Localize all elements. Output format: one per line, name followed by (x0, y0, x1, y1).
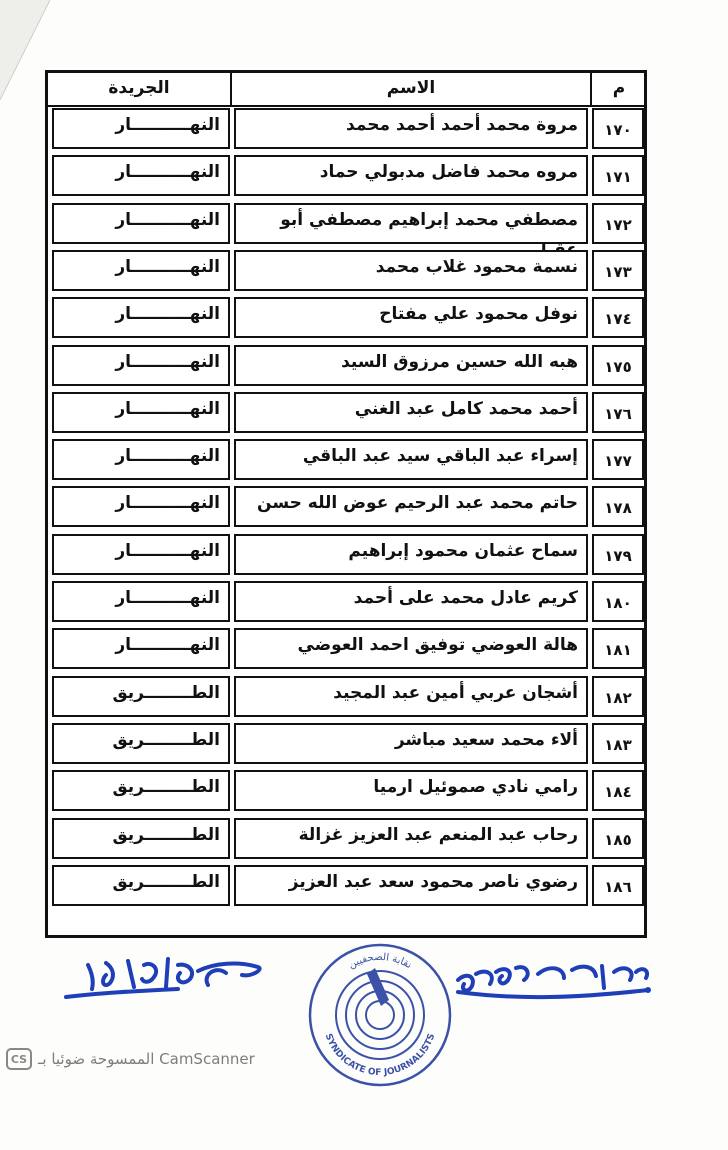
row-name: حاتم محمد عبد الرحيم عوض الله حسن (234, 486, 588, 527)
svg-text:SYNDICATE OF JOURNALISTS: SYNDICATE OF JOURNALISTS (322, 1032, 438, 1079)
camscanner-logo-icon: CS (6, 1048, 32, 1070)
journalists-table (45, 70, 647, 938)
row-newspaper: النهــــــــــار (52, 534, 230, 575)
row-number: ١٨٣ (592, 723, 644, 764)
table-row (48, 294, 644, 342)
table-row (48, 483, 644, 531)
row-name: مصطفي محمد إبراهيم مصطفي أبو (234, 203, 588, 244)
row-newspaper: النهــــــــــار (52, 155, 230, 196)
row-newspaper: الطــــــــريق (52, 865, 230, 906)
row-number: ١٨٦ (592, 865, 644, 906)
row-number: ١٧٦ (592, 392, 644, 433)
syndicate-stamp (305, 940, 455, 1090)
header-number: م (612, 78, 626, 98)
table-row (48, 625, 644, 673)
row-name: أشجان عربي أمين عبد المجيد (234, 676, 588, 717)
table-row (48, 862, 644, 910)
table-row (48, 578, 644, 626)
table-row (48, 436, 644, 484)
row-number: ١٧٩ (592, 534, 644, 575)
row-newspaper: النهــــــــــار (52, 345, 230, 386)
row-number: ١٧٣ (592, 250, 644, 291)
row-name: كريم عادل محمد على أحمد (234, 581, 588, 622)
row-newspaper: النهــــــــــار (52, 439, 230, 480)
row-name: نسمة محمود غلاب محمد (234, 250, 588, 291)
row-newspaper: الطــــــــريق (52, 818, 230, 859)
header-newspaper: الجريدة (108, 78, 170, 98)
row-name: رحاب عبد المنعم عبد العزيز غزالة (234, 818, 588, 859)
row-number: ١٧٢ (592, 203, 644, 244)
row-number: ١٧٤ (592, 297, 644, 338)
row-number: ١٨٥ (592, 818, 644, 859)
table-row (48, 720, 644, 768)
row-number: ١٧٥ (592, 345, 644, 386)
row-name: مروه محمد فاضل مدبولي حماد (234, 155, 588, 196)
table-row (48, 815, 644, 863)
row-number: ١٨٢ (592, 676, 644, 717)
row-name: إسراء عبد الباقي سيد عبد الباقي (234, 439, 588, 480)
table-row (48, 152, 644, 200)
table-row (48, 673, 644, 721)
row-name: نوفل محمود علي مفتاح (234, 297, 588, 338)
row-newspaper: الطــــــــريق (52, 770, 230, 811)
row-newspaper: النهــــــــــار (52, 392, 230, 433)
row-number: ١٧٧ (592, 439, 644, 480)
table-header (48, 73, 644, 107)
row-newspaper: الطــــــــريق (52, 723, 230, 764)
row-newspaper: النهــــــــــار (52, 628, 230, 669)
table-row (48, 105, 644, 153)
row-number: ١٨٠ (592, 581, 644, 622)
signature-left (58, 945, 278, 1015)
row-name: هالة العوضي توفيق احمد العوضي (234, 628, 588, 669)
row-name: هبه الله حسين مرزوق السيد (234, 345, 588, 386)
svg-text:نقابة الصحفيين: نقابة الصحفيين (346, 951, 414, 972)
row-name: أحمد محمد كامل عبد الغني (234, 392, 588, 433)
table-row (48, 531, 644, 579)
signature-right (452, 950, 662, 1020)
row-number: ١٧٠ (592, 108, 644, 149)
row-newspaper: النهــــــــــار (52, 203, 230, 244)
table-row (48, 767, 644, 815)
row-newspaper: النهــــــــــار (52, 581, 230, 622)
table-row (48, 200, 644, 248)
row-name: رضوي ناصر محمود سعد عبد العزيز (234, 865, 588, 906)
camscanner-watermark (6, 1046, 255, 1072)
row-number: ١٧٨ (592, 486, 644, 527)
row-newspaper: النهــــــــــار (52, 297, 230, 338)
row-name: ألاء محمد سعيد مباشر (234, 723, 588, 764)
row-newspaper: النهــــــــــار (52, 108, 230, 149)
row-number: ١٨٤ (592, 770, 644, 811)
header-name: الاسم (386, 78, 436, 98)
row-name: رامي نادي صموئيل ارميا (234, 770, 588, 811)
table-row (48, 247, 644, 295)
row-name: مروة محمد أحمد أحمد محمد (234, 108, 588, 149)
row-number: ١٨١ (592, 628, 644, 669)
row-newspaper: النهــــــــــار (52, 486, 230, 527)
row-number: ١٧١ (592, 155, 644, 196)
row-newspaper: النهــــــــــار (52, 250, 230, 291)
row-newspaper: الطــــــــريق (52, 676, 230, 717)
row-name: سماح عثمان محمود إبراهيم (234, 534, 588, 575)
table-row (48, 389, 644, 437)
table-row (48, 342, 644, 390)
watermark-text: الممسوحة ضوئيا بـ CamScanner (38, 1050, 255, 1068)
